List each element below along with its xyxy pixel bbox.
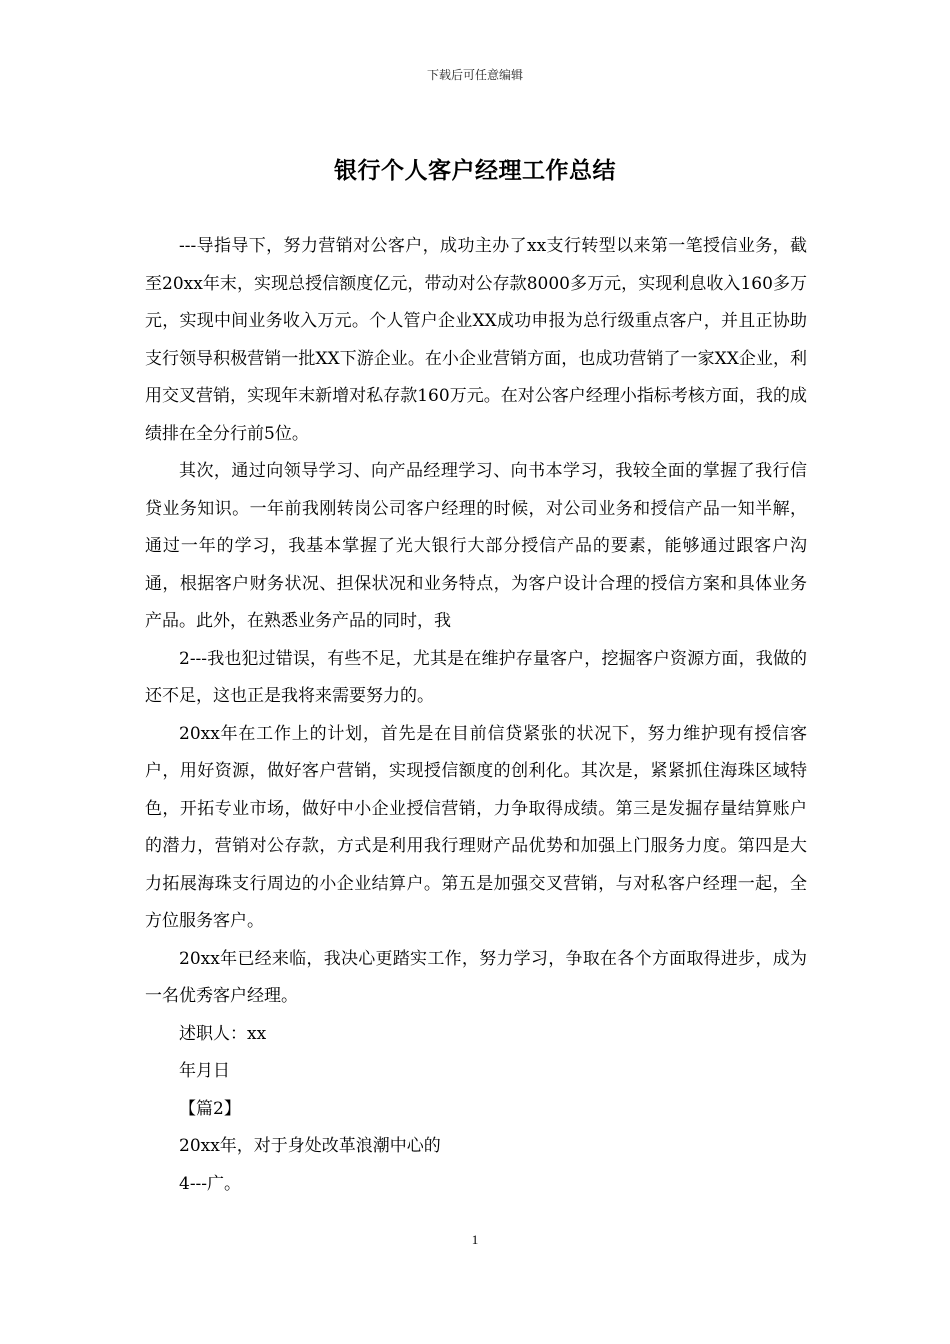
paragraph: ---导指导下，努力营销对公客户，成功主办了xx支行转型以来第一笔授信业务，截至20xx年末，实现总授信额度亿元，带动对公存款8000多万元，实现利息收入160多万元，实现中间业务收入万元。个人管户企业XX成功申报为总行级重点客户，并且正协助支行领导积极营销一批XX下游企业。在小企业营销方面，也成功营销了一家XX企业，利用交叉营销，实现年末新增对私存款160万元。在对公客户经理小指标考核方面，我的成绩排在全分行前5位。	[145, 236, 807, 444]
document-body	[145, 228, 807, 1203]
paragraph: 4---广。	[179, 1173, 242, 1194]
paragraph: 2---我也犯过错误，有些不足，尤其是在维护存量客户，挖掘客户资源方面，我做的还不足，这也正是我将来需要努力的。	[145, 648, 807, 706]
date-line: 年月日	[179, 1061, 230, 1081]
page-number: 1	[471, 1232, 479, 1247]
paragraph: 20xx年在工作上的计划，首先是在目前信贷紧张的状况下，努力维护现有授信客户，用好资源，做好客户营销，实现授信额度的创利化。其次是，紧紧抓住海珠区域特色，开拓专业市场，做好中小企业授信营销，力争取得成绩。第三是发掘存量结算账户的潜力，营销对公存款，方式是利用我行理财产品优势和加强上门服务力度。第四是大力拓展海珠支行周边的小企业结算户。第五是加强交叉营销，与对私客户经理一起，全方位服务客户。	[145, 723, 807, 931]
paragraph: 20xx年已经来临，我决心更踏实工作，努力学习，争取在各个方面取得进步，成为一名优秀客户经理。	[145, 948, 807, 1006]
signature-line: 述职人：xx	[179, 1023, 267, 1044]
paragraph: 其次，通过向领导学习、向产品经理学习、向书本学习，我较全面的掌握了我行信贷业务知识。一年前我刚转岗公司客户经理的时候，对公司业务和授信产品一知半解，通过一年的学习，我基本掌握了光大银行大部分授信产品的要素，能够通过跟客户沟通，根据客户财务状况、担保状况和业务特点，为客户设计合理的授信方案和具体业务产品。此外，在熟悉业务产品的同时，我	[145, 461, 807, 631]
document-title: 银行个人客户经理工作总结	[334, 158, 616, 184]
section-heading: 【篇2】	[179, 1098, 241, 1119]
header-note: 下载后可任意编辑	[426, 68, 523, 82]
paragraph: 20xx年，对于身处改革浪潮中心的	[179, 1136, 441, 1156]
